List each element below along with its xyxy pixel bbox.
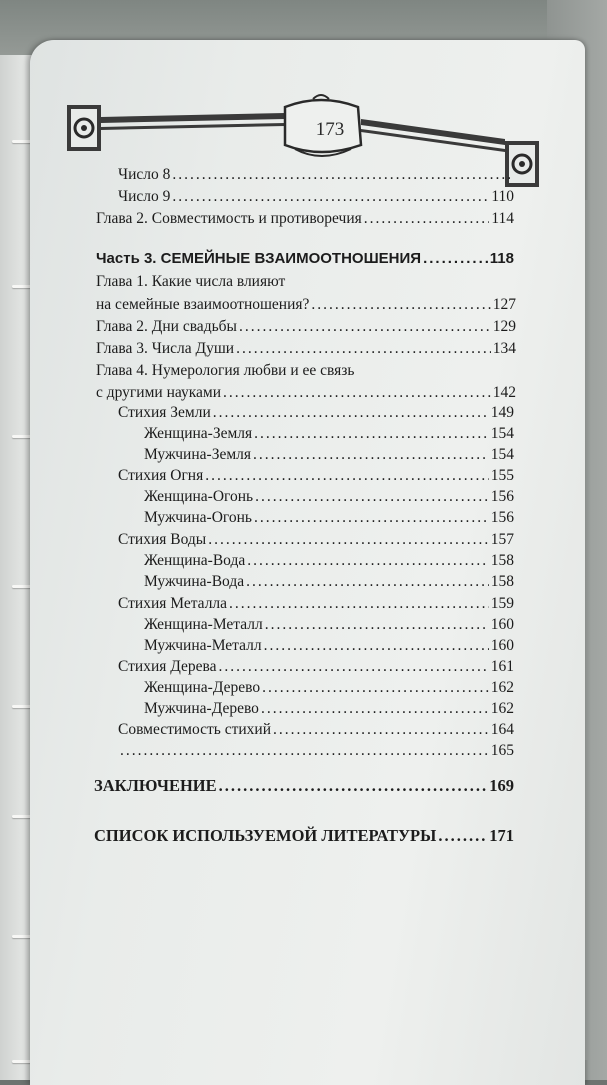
toc-entry — [96, 340, 516, 358]
toc-entry-page: 161 — [490, 658, 514, 675]
toc-leader-dots — [264, 637, 489, 655]
toc-leader-dots — [423, 250, 488, 267]
toc-entry — [144, 700, 514, 718]
toc-entry — [118, 531, 514, 549]
toc-leader-dots — [261, 700, 489, 718]
toc-leader-dots — [236, 340, 491, 358]
toc-entry-page: 142 — [492, 384, 516, 401]
toc-entry — [144, 552, 514, 570]
toc-entry-page: 171 — [489, 826, 514, 845]
toc-entry — [118, 404, 514, 422]
toc-entry-page: 158 — [490, 552, 514, 569]
toc-entry-part — [96, 250, 514, 267]
toc-entry-label: Мужчина-Огонь — [144, 509, 252, 526]
toc-entry-label: Стихия Огня — [118, 467, 204, 484]
toc-leader-dots — [229, 595, 489, 613]
toc-entry-label: Стихия Земли — [118, 404, 211, 421]
toc-entry-label: Часть 3. СЕМЕЙНЫЕ ВЗАИМООТНОШЕНИЯ — [96, 250, 422, 267]
toc-entry-page: 169 — [489, 776, 514, 795]
toc-entry-page: 110 — [491, 188, 514, 205]
toc-leader-dots — [120, 742, 489, 760]
toc-entry-page: 155 — [490, 467, 514, 484]
toc-leader-dots — [205, 467, 489, 485]
toc-leader-dots — [223, 384, 491, 402]
toc-entry — [96, 318, 516, 336]
toc-entry — [118, 742, 514, 760]
toc-entry — [144, 488, 514, 506]
toc-entry-page: 127 — [492, 296, 516, 313]
toc-leader-dots — [247, 552, 489, 570]
toc-entry-page: 156 — [490, 509, 514, 526]
toc-entry — [118, 595, 514, 613]
toc-entry-label: на семейные взаимоотношения? — [96, 296, 310, 313]
toc-entry-label: Женщина-Вода — [144, 552, 246, 569]
toc-entry-label: Глава 1. Какие числа влияют — [96, 273, 286, 290]
toc-entry-label: Число 9 — [118, 188, 171, 205]
toc-entry-label: Глава 3. Числа Души — [96, 340, 235, 357]
toc-entry — [144, 446, 514, 464]
toc-entry-page: 114 — [491, 210, 514, 227]
toc-entry-label: Глава 2. Совместимость и противоречия — [96, 210, 362, 227]
toc-entry-page: 154 — [490, 446, 514, 463]
toc-entry-label: Мужчина-Металл — [144, 637, 262, 654]
toc-leader-dots — [219, 776, 488, 796]
toc-entry-page: 149 — [490, 404, 514, 421]
toc-entry — [144, 573, 514, 591]
page-number: 173 — [315, 119, 345, 140]
toc-leader-dots — [254, 425, 489, 443]
toc-leader-dots — [262, 679, 489, 697]
toc-entry-label: Число 8 — [118, 166, 171, 183]
toc-entry-conclusion — [94, 776, 514, 796]
toc-leader-dots — [208, 531, 489, 549]
toc-entry — [118, 658, 514, 676]
toc-entry-label: СПИСОК ИСПОЛЬЗУЕМОЙ ЛИТЕРАТУРЫ — [94, 826, 437, 845]
toc-entry — [118, 188, 514, 206]
toc-entry-label: Совместимость стихий — [118, 721, 271, 738]
toc-entry-page: 158 — [490, 573, 514, 590]
toc-entry-label: Женщина-Огонь — [144, 488, 254, 505]
toc-entry-page: 156 — [490, 488, 514, 505]
toc-leader-dots — [172, 166, 510, 184]
toc-leader-dots — [364, 210, 490, 228]
toc-entry — [96, 296, 516, 314]
toc-leader-dots — [219, 658, 489, 676]
toc-entry-page: 160 — [490, 616, 514, 633]
toc-leader-dots — [438, 826, 487, 846]
toc-entry-label: Стихия Металла — [118, 595, 228, 612]
toc-leader-dots — [239, 318, 491, 336]
toc-entry-label: Стихия Воды — [118, 531, 207, 548]
toc-entry-page: 157 — [490, 531, 514, 548]
toc-leader-dots — [253, 446, 489, 464]
toc-entry — [144, 637, 514, 655]
toc-entry-label: ЗАКЛЮЧЕНИЕ — [94, 776, 217, 795]
toc-leader-dots — [213, 404, 489, 422]
toc-entry-page: 134 — [492, 340, 516, 357]
toc-entry — [118, 721, 514, 739]
toc-leader-dots — [255, 488, 489, 506]
toc-entry-label: Женщина-Земля — [144, 425, 253, 442]
toc-leader-dots — [246, 573, 489, 591]
toc-leader-dots — [172, 188, 489, 206]
toc-entry-label: Женщина-Металл — [144, 616, 263, 633]
toc-leader-dots — [311, 296, 490, 314]
toc-entry-page: 162 — [490, 679, 514, 696]
toc-entry-label: Глава 4. Нумерология любви и ее связь — [96, 362, 355, 379]
toc-entry-label: Мужчина-Земля — [144, 446, 252, 463]
toc-entry — [144, 425, 514, 443]
toc-leader-dots — [273, 721, 489, 739]
toc-entry-page: 162 — [490, 700, 514, 717]
toc-entry — [96, 384, 516, 402]
toc-entry-label: Стихия Дерева — [118, 658, 217, 675]
toc-entry — [118, 166, 512, 184]
toc-entry-page: 129 — [492, 318, 516, 335]
toc-entry — [144, 679, 514, 697]
toc-entry-label: с другими науками — [96, 384, 221, 401]
toc-entry-label: Мужчина-Вода — [144, 573, 245, 590]
toc-entry-page: 160 — [490, 637, 514, 654]
toc-entry-label: Мужчина-Дерево — [144, 700, 259, 717]
toc-leader-dots — [254, 509, 489, 527]
toc-entry-page: 159 — [490, 595, 514, 612]
toc-entry — [144, 509, 514, 527]
toc-entry-label: Женщина-Дерево — [144, 679, 261, 696]
toc-entry-page: 154 — [490, 425, 514, 442]
toc-entry — [118, 467, 514, 485]
toc-entry-page: 118 — [489, 250, 514, 267]
toc-entry-bibliography — [94, 826, 514, 846]
toc-entry-page: 164 — [490, 721, 514, 738]
toc-entry — [144, 616, 514, 634]
toc-entry — [96, 210, 514, 228]
toc-entry-label: Глава 2. Дни свадьбы — [96, 318, 237, 335]
toc-leader-dots — [265, 616, 489, 634]
toc-entry-page: 165 — [490, 742, 514, 759]
